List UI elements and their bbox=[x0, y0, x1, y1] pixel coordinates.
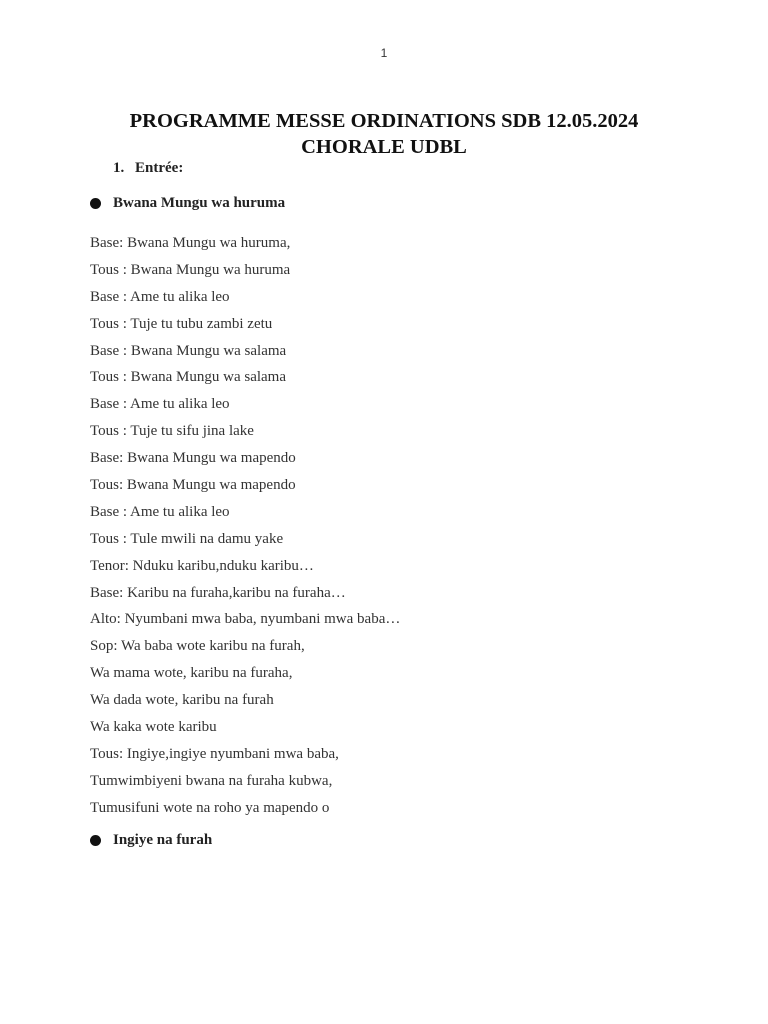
lyric-line: Base : Ame tu alika leo bbox=[90, 503, 230, 520]
title-line-1: PROGRAMME MESSE ORDINATIONS SDB 12.05.2024 bbox=[129, 110, 639, 132]
song-heading-1 bbox=[90, 195, 285, 212]
lyric-line: Base : Ame tu alika leo bbox=[90, 396, 230, 413]
lyric-line: Base: Bwana Mungu wa huruma, bbox=[90, 235, 291, 251]
lyric-line: Tumusifuni wote na roho ya mapendo o bbox=[90, 799, 330, 816]
page-number: 1 bbox=[380, 46, 388, 60]
song-title-2: Ingiye na furah bbox=[113, 832, 213, 848]
lyric-line: Tenor: Nduku karibu,nduku karibu… bbox=[90, 557, 314, 574]
lyric-line: Tous : Tuje tu tubu zambi zetu bbox=[90, 315, 273, 332]
lyric-line: Tumwimbiyeni bwana na furaha kubwa, bbox=[90, 772, 333, 789]
section-number: 1. bbox=[113, 160, 125, 176]
lyric-line: Base : Bwana Mungu wa salama bbox=[90, 342, 287, 359]
lyric-line: Alto: Nyumbani mwa baba, nyumbani mwa baba… bbox=[90, 611, 401, 628]
lyric-line: Wa mama wote, karibu na furaha, bbox=[90, 665, 293, 682]
lyric-line: Tous : Bwana Mungu wa huruma bbox=[90, 261, 291, 278]
lyric-line: Tous : Tule mwili na damu yake bbox=[90, 530, 284, 547]
lyric-line: Wa kaka wote karibu bbox=[90, 719, 217, 736]
lyric-line: Wa dada wote, karibu na furah bbox=[90, 692, 274, 709]
song-title-1: Bwana Mungu wa huruma bbox=[113, 195, 286, 211]
lyric-line: Tous: Bwana Mungu wa mapendo bbox=[90, 477, 296, 494]
lyric-line: Base : Ame tu alika leo bbox=[90, 288, 230, 305]
lyric-line: Tous : Tuje tu sifu jina lake bbox=[90, 423, 254, 440]
page-title bbox=[0, 108, 768, 160]
lyric-line: Tous: Ingiye,ingiye nyumbani mwa baba, bbox=[90, 745, 339, 762]
lyrics-list bbox=[90, 232, 400, 824]
section-label: Entrée: bbox=[135, 160, 184, 176]
bullet-icon bbox=[90, 198, 101, 209]
bullet-icon bbox=[90, 835, 101, 846]
lyric-line: Sop: Wa baba wote karibu na furah, bbox=[90, 638, 305, 655]
section-heading-entree bbox=[113, 160, 183, 177]
lyric-line: Base: Karibu na furaha,karibu na furaha… bbox=[90, 584, 346, 601]
lyric-line: Tous : Bwana Mungu wa salama bbox=[90, 369, 286, 386]
title-line-2: CHORALE UDBL bbox=[301, 136, 467, 158]
song-heading-2 bbox=[90, 832, 212, 849]
lyric-line: Base: Bwana Mungu wa mapendo bbox=[90, 450, 296, 467]
